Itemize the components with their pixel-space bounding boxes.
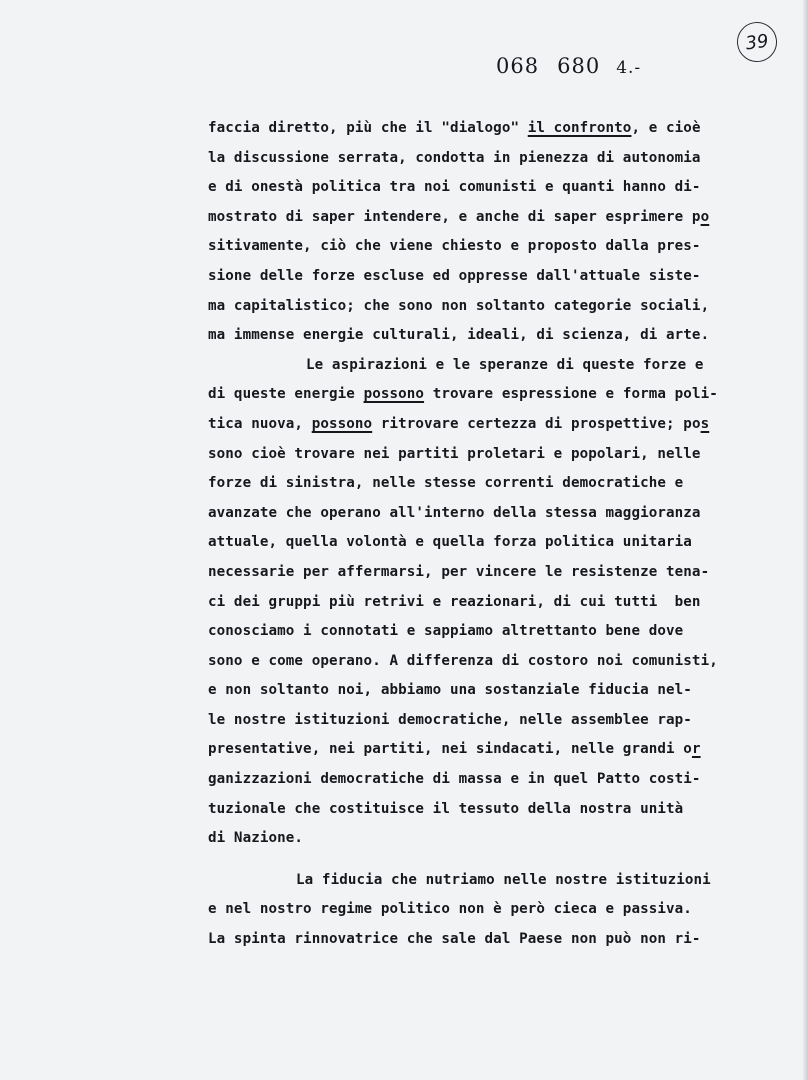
text-segment: sono cioè trovare nei partiti proletari e popolari, nelle	[208, 445, 701, 462]
text-segment: faccia diretto, più che il "dialogo"	[208, 120, 528, 136]
text-segment: e nel nostro regime politico non è però cieca e passiva.	[208, 901, 692, 918]
text-segment: la discussione serrata, condotta in pienezza di autonomia	[208, 149, 701, 166]
text-segment: ritrovare certezza di prospettive; po	[372, 415, 701, 432]
text-segment: trovare espressione e forma poli-	[424, 386, 718, 403]
text-segment: ma capitalistico; che sono non soltanto categorie sociali,	[208, 297, 710, 314]
text-segment: di Nazione.	[208, 830, 304, 847]
text-line	[208, 114, 780, 144]
text-line	[208, 765, 780, 795]
text-line	[208, 262, 780, 292]
text-segment: forze di sinistra, nelle stesse correnti democratiche e	[208, 475, 684, 492]
text-line	[208, 232, 780, 262]
text-segment: sono e come operano. A differenza di costoro noi comunisti,	[208, 652, 718, 669]
text-segment: ci dei gruppi più retrivi e reazionari, di cui tutti ben	[208, 593, 701, 610]
text-line	[208, 706, 780, 736]
text-segment: presentative, nei partiti, nei sindacati, nelle grandi o	[208, 741, 692, 758]
text-line	[208, 676, 780, 706]
text-segment: sitivamente, ciò che viene chiesto e proposto dalla pres-	[208, 238, 701, 255]
underlined-text: r	[691, 741, 701, 758]
text-segment: attuale, quella volontà e quella forza politica unitaria	[208, 534, 692, 551]
text-segment: La fiducia che nutriamo nelle nostre istituzioni	[296, 871, 711, 888]
text-line	[208, 321, 780, 351]
text-line	[208, 617, 780, 647]
text-line	[208, 824, 780, 854]
document-number-b: 680	[557, 54, 601, 78]
text-line	[208, 203, 780, 233]
text-line	[208, 351, 780, 381]
text-segment: conosciamo i connotati e sappiamo altrettanto bene dove	[208, 623, 684, 640]
underlined-text: possono	[311, 415, 373, 432]
text-line	[208, 144, 780, 174]
text-line	[208, 410, 780, 440]
text-segment: Le aspirazioni e le speranze di queste forze e	[306, 356, 704, 373]
handwritten-page-stamp: 39	[734, 19, 779, 64]
text-segment: di queste energie	[208, 386, 364, 403]
typewritten-body	[208, 114, 780, 955]
text-line	[208, 925, 780, 955]
text-line	[208, 647, 780, 677]
text-line	[208, 469, 780, 499]
underlined-text: possono	[363, 386, 425, 403]
underlined-text: s	[700, 415, 710, 432]
text-line	[208, 795, 780, 825]
text-segment: , e cioè	[631, 120, 701, 136]
underlined-text: il confronto	[527, 120, 632, 136]
text-segment: sione delle forze escluse ed oppresse dall'attuale siste-	[208, 267, 701, 284]
text-line	[208, 558, 780, 588]
underlined-text: o	[700, 208, 710, 225]
text-line	[208, 173, 780, 203]
text-segment: La spinta rinnovatrice che sale dal Paese non può non ri-	[208, 931, 701, 948]
text-line	[208, 735, 780, 765]
text-segment: mostrato di saper intendere, e anche di saper esprimere p	[208, 208, 701, 225]
page-header	[496, 54, 641, 78]
text-line	[208, 588, 780, 618]
text-segment: ma immense energie culturali, ideali, di scienza, di arte.	[208, 327, 710, 344]
text-line	[208, 292, 780, 322]
text-line	[208, 440, 780, 470]
text-line	[208, 866, 780, 896]
text-segment: tica nuova,	[208, 415, 312, 432]
document-number-a: 068	[496, 54, 540, 78]
text-segment: tuzionale che costituisce il tessuto della nostra unità	[208, 800, 684, 817]
page-number: 4.-	[616, 58, 642, 78]
text-segment: e di onestà politica tra noi comunisti e quanti hanno di-	[208, 179, 701, 196]
text-line	[208, 380, 780, 410]
text-segment: necessarie per affermarsi, per vincere le resistenze tena-	[208, 563, 710, 580]
text-segment: e non soltanto noi, abbiamo una sostanziale fiducia nel-	[208, 682, 692, 699]
text-segment: avanzate che operano all'interno della stessa maggioranza	[208, 504, 701, 521]
text-line	[208, 895, 780, 925]
text-line	[208, 528, 780, 558]
text-segment: ganizzazioni democratiche di massa e in quel Patto costi-	[208, 771, 701, 788]
text-segment: le nostre istituzioni democratiche, nelle assemblee rap-	[208, 711, 692, 728]
paragraph-gap	[208, 854, 780, 866]
text-line	[208, 499, 780, 529]
